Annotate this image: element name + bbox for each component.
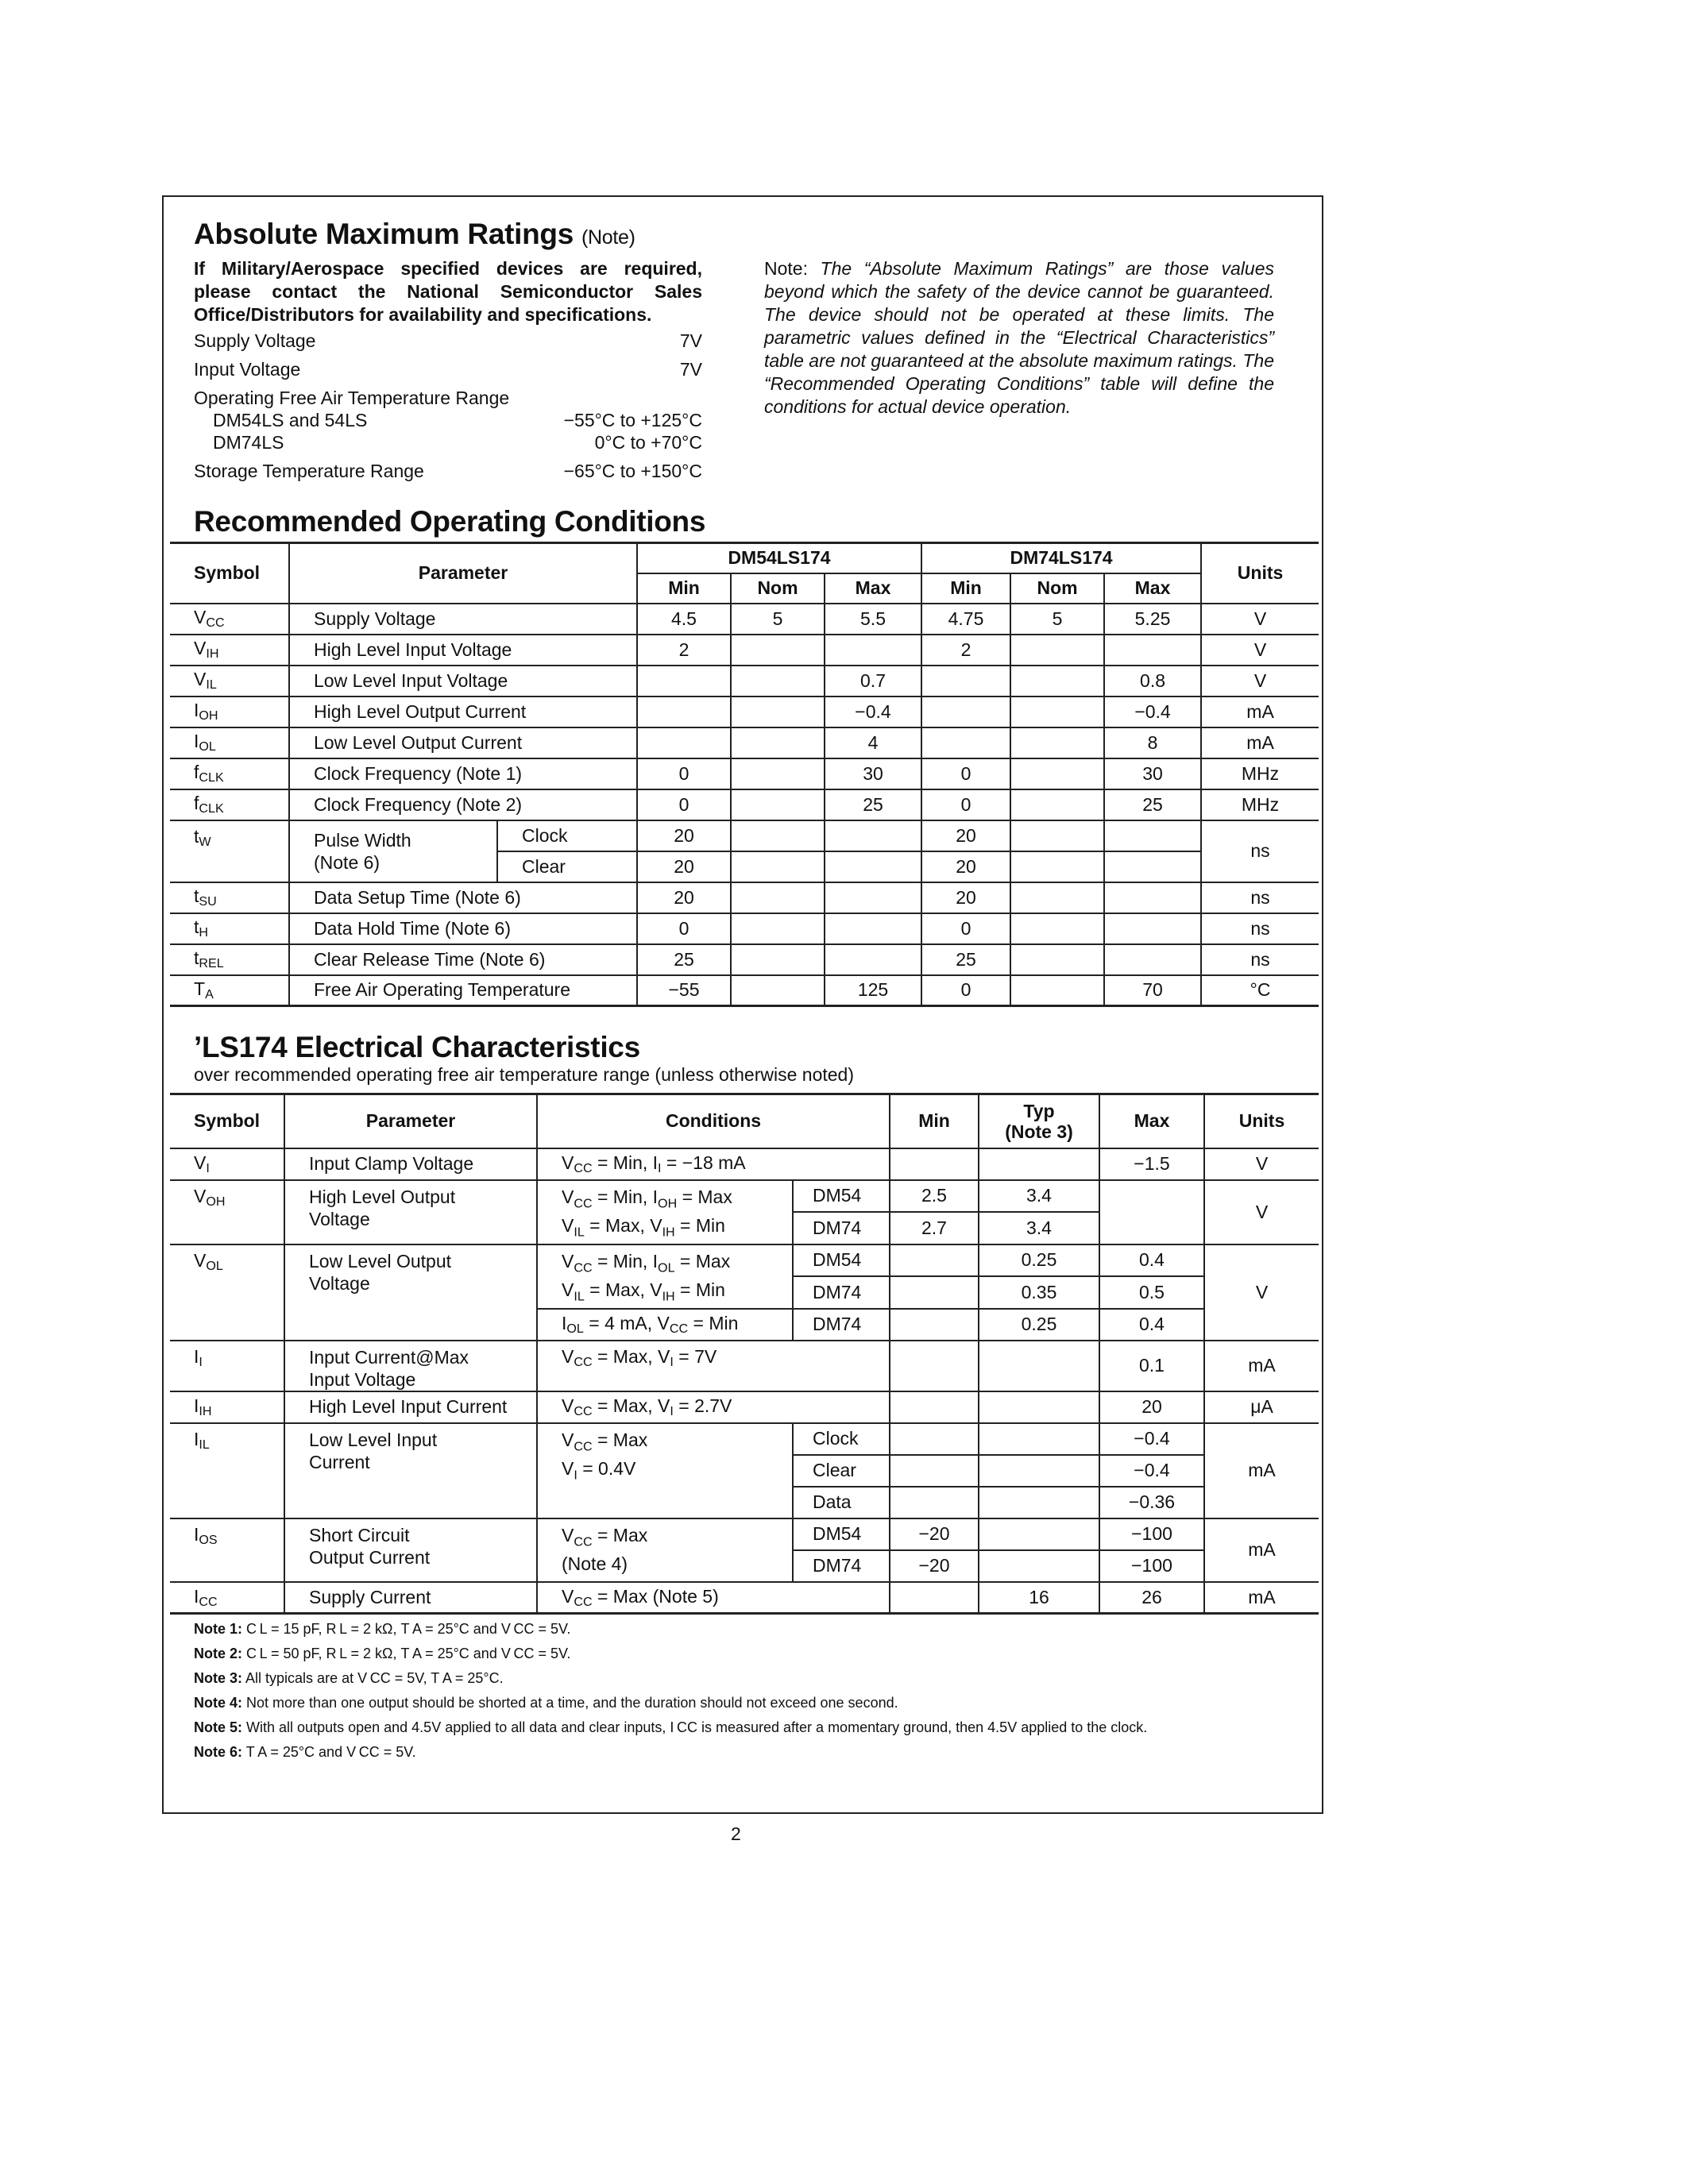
- ec-iih-sym: $I_{IH}$: [194, 1395, 212, 1418]
- value-cell: 2: [637, 635, 731, 666]
- parameter-cell: Data Setup Time (Note 6): [289, 882, 637, 913]
- table-row: [170, 758, 1319, 789]
- roc-tw-clear-0: 20: [637, 851, 731, 882]
- ec-ii-units: mA: [1204, 1341, 1319, 1391]
- roc-tw-clock-label: Clock: [497, 820, 637, 851]
- ec-h-parameter: Parameter: [284, 1094, 537, 1148]
- ec-ios-max1: −100: [1099, 1518, 1204, 1550]
- value-cell: [731, 882, 825, 913]
- table-row: [170, 944, 1319, 975]
- symbol-cell: $I_{OH}$: [194, 700, 218, 723]
- value-cell: 25: [825, 789, 921, 820]
- symbol-cell: $t_{SU}$: [194, 886, 217, 909]
- value-cell: 70: [1104, 975, 1201, 1006]
- ec-icc-typ: 16: [979, 1582, 1099, 1614]
- amr-title: Absolute Maximum Ratings (Note): [194, 218, 635, 250]
- value-cell: 2: [921, 635, 1010, 666]
- ec-vol-param: Low Level Output Voltage: [284, 1244, 537, 1341]
- value-cell: 5: [731, 604, 825, 635]
- value-cell: [1010, 944, 1104, 975]
- ec-row-iih: [170, 1391, 1319, 1423]
- value-cell: 0.7: [825, 666, 921, 696]
- symbol-cell: $V_{IL}$: [194, 669, 217, 692]
- footnote: Note 1: C L = 15 pF, R L = 2 kΩ, T A = 25°C and V CC = 5V.: [194, 1621, 571, 1637]
- value-cell: −0.4: [825, 696, 921, 727]
- ec-ios-units: mA: [1204, 1518, 1319, 1582]
- ec-row-vol: [170, 1244, 1319, 1277]
- ec-vol-max1: 0.4: [1099, 1244, 1204, 1277]
- ec-iil-d1: Clock: [793, 1423, 890, 1455]
- parameter-cell: Clear Release Time (Note 6): [289, 944, 637, 975]
- ec-iil-cond: $V_{CC}$ = Max $V_I = 0.4V$: [537, 1423, 793, 1518]
- ec-voh-d2: DM74: [793, 1212, 890, 1244]
- roc-tw-clock-5: [1104, 820, 1201, 851]
- ec-vi-max: −1.5: [1099, 1148, 1204, 1180]
- roc-tw-clock-3: 20: [921, 820, 1010, 851]
- ec-ii-sym: $I_I$: [194, 1345, 203, 1369]
- symbol-cell: $f_{CLK}$: [194, 762, 224, 785]
- value-cell: [921, 666, 1010, 696]
- value-cell: 0: [637, 913, 731, 944]
- units-cell: MHz: [1201, 758, 1319, 789]
- value-cell: [637, 666, 731, 696]
- ec-voh-min2: 2.7: [890, 1212, 979, 1244]
- parameter-cell: Supply Voltage: [289, 604, 637, 635]
- ec-ios-min2: −20: [890, 1550, 979, 1582]
- ec-row-vi: [170, 1148, 1319, 1180]
- ec-h-units: Units: [1204, 1094, 1319, 1148]
- roc-tw-clear-4: [1010, 851, 1104, 882]
- footnote: Note 6: T A = 25°C and V CC = 5V.: [194, 1744, 416, 1760]
- value-cell: 5.5: [825, 604, 921, 635]
- value-cell: [1010, 758, 1104, 789]
- value-cell: [1104, 913, 1201, 944]
- value-cell: [825, 882, 921, 913]
- ec-row-voh: [170, 1180, 1319, 1213]
- parameter-cell: Low Level Input Voltage: [289, 666, 637, 696]
- value-cell: −55: [637, 975, 731, 1006]
- roc-h-parameter: Parameter: [289, 543, 637, 604]
- amr-storage: Storage Temperature Range −65°C to +150°C: [194, 461, 702, 481]
- symbol-cell: $T_A$: [194, 978, 214, 1001]
- ec-iil-max2: −0.4: [1099, 1455, 1204, 1487]
- value-cell: [731, 975, 825, 1006]
- amr-input: Input Voltage 7V: [194, 359, 702, 380]
- parameter-cell: Data Hold Time (Note 6): [289, 913, 637, 944]
- ec-iih-param: High Level Input Current: [284, 1391, 537, 1423]
- ec-vol-d1: DM54: [793, 1244, 890, 1277]
- ec-subtitle: over recommended operating free air temperature range (unless otherwise noted): [194, 1064, 854, 1085]
- ec-ii-param: Input Current@Max Input Voltage: [284, 1341, 537, 1391]
- value-cell: [1010, 727, 1104, 758]
- roc-sym-tw: $t_W$: [194, 825, 211, 849]
- value-cell: [731, 913, 825, 944]
- roc-h-nom-74: Nom: [1010, 573, 1104, 604]
- ec-vol-max3: 0.4: [1099, 1309, 1204, 1341]
- value-cell: [731, 635, 825, 666]
- ec-ii-max: 0.1: [1099, 1341, 1204, 1391]
- parameter-cell: Free Air Operating Temperature: [289, 975, 637, 1006]
- roc-tw-clear-1: [731, 851, 825, 882]
- value-cell: [1010, 789, 1104, 820]
- roc-tw-clock-0: 20: [637, 820, 731, 851]
- ec-icc-max: 26: [1099, 1582, 1204, 1614]
- value-cell: 30: [825, 758, 921, 789]
- ec-ii-cond: $V_{CC}$ = Max, $V_I = 7V$: [537, 1341, 890, 1391]
- value-cell: 0: [921, 975, 1010, 1006]
- value-cell: [637, 727, 731, 758]
- symbol-cell: $I_{OL}$: [194, 731, 216, 754]
- ec-ios-param: Short Circuit Output Current: [284, 1518, 537, 1582]
- ec-row-icc: [170, 1582, 1319, 1614]
- table-row: [170, 727, 1319, 758]
- ec-h-typ: Typ (Note 3): [979, 1094, 1099, 1148]
- ec-vol-max2: 0.5: [1099, 1276, 1204, 1309]
- value-cell: 30: [1104, 758, 1201, 789]
- ec-vol-typ1: 0.25: [979, 1244, 1099, 1277]
- ec-icc-param: Supply Current: [284, 1582, 537, 1614]
- ec-voh-units: V: [1204, 1180, 1319, 1244]
- ec-vi-units: V: [1204, 1148, 1319, 1180]
- value-cell: [1104, 882, 1201, 913]
- value-cell: [825, 913, 921, 944]
- ec-iil-d3: Data: [793, 1487, 890, 1518]
- footnote: Note 2: C L = 50 pF, R L = 2 kΩ, T A = 25°C and V CC = 5V.: [194, 1646, 571, 1661]
- value-cell: [1010, 666, 1104, 696]
- value-cell: [825, 635, 921, 666]
- value-cell: [1010, 696, 1104, 727]
- value-cell: 0: [921, 758, 1010, 789]
- value-cell: 25: [1104, 789, 1201, 820]
- value-cell: 20: [637, 882, 731, 913]
- ec-h-min: Min: [890, 1094, 979, 1148]
- roc-tw-clock-2: [825, 820, 921, 851]
- roc-tw-clear-3: 20: [921, 851, 1010, 882]
- value-cell: [731, 666, 825, 696]
- value-cell: 4.5: [637, 604, 731, 635]
- amr-list: [194, 330, 702, 489]
- roc-tw-clear-5: [1104, 851, 1201, 882]
- ec-iih-max: 20: [1099, 1391, 1204, 1423]
- table-row: [170, 604, 1319, 635]
- ec-h-conditions: Conditions: [537, 1094, 890, 1148]
- ec-iil-param: Low Level Input Current: [284, 1423, 537, 1518]
- value-cell: [731, 727, 825, 758]
- value-cell: 125: [825, 975, 921, 1006]
- value-cell: [921, 727, 1010, 758]
- roc-h-nom-54: Nom: [731, 573, 825, 604]
- value-cell: [1010, 975, 1104, 1006]
- symbol-cell: $f_{CLK}$: [194, 793, 224, 816]
- value-cell: 5: [1010, 604, 1104, 635]
- roc-h-min-74: Min: [921, 573, 1010, 604]
- ec-vi-sym: $V_I$: [194, 1152, 210, 1175]
- ec-row-iil: [170, 1423, 1319, 1455]
- units-cell: V: [1201, 635, 1319, 666]
- units-cell: ns: [1201, 944, 1319, 975]
- value-cell: [731, 789, 825, 820]
- ec-voh-typ1: 3.4: [979, 1180, 1099, 1213]
- units-cell: ns: [1201, 913, 1319, 944]
- amr-title-note: (Note): [581, 226, 635, 249]
- value-cell: [731, 696, 825, 727]
- roc-h-symbol: Symbol: [170, 543, 289, 604]
- page-frame: [162, 195, 1323, 1814]
- parameter-cell: Clock Frequency (Note 1): [289, 758, 637, 789]
- units-cell: °C: [1201, 975, 1319, 1006]
- amr-dm74: DM74LS 0°C to +70°C: [213, 432, 702, 453]
- ec-voh-param: High Level Output Voltage: [284, 1180, 537, 1244]
- ec-voh-d1: DM54: [793, 1180, 890, 1213]
- ec-h-symbol: Symbol: [194, 1110, 261, 1132]
- ec-icc-sym: $I_{CC}$: [194, 1585, 218, 1609]
- footnote: Note 4: Not more than one output should be shorted at a time, and the duration should not exceed one second.: [194, 1695, 898, 1711]
- roc-param-tw: Pulse Width (Note 6): [289, 820, 497, 882]
- table-row: [170, 635, 1319, 666]
- value-cell: 0: [921, 913, 1010, 944]
- table-row: [170, 666, 1319, 696]
- value-cell: [1104, 635, 1201, 666]
- ec-voh-min1: 2.5: [890, 1180, 979, 1213]
- ec-row-ii: [170, 1341, 1319, 1391]
- symbol-cell: $V_{CC}$: [194, 607, 225, 630]
- parameter-cell: High Level Input Voltage: [289, 635, 637, 666]
- value-cell: [1104, 944, 1201, 975]
- roc-title: Recommended Operating Conditions: [194, 505, 706, 538]
- value-cell: 0: [637, 758, 731, 789]
- ec-vol-cond3: $I_{OL} = 4$ mA, $V_{CC}$ = Min: [537, 1309, 793, 1341]
- table-row: [170, 975, 1319, 1006]
- roc-table: [170, 542, 1319, 1007]
- roc-h-dm74: DM74LS174: [921, 543, 1201, 573]
- value-cell: 0: [637, 789, 731, 820]
- value-cell: [731, 758, 825, 789]
- value-cell: 5.25: [1104, 604, 1201, 635]
- ec-table: [170, 1093, 1319, 1615]
- roc-tw-clear-label: Clear: [497, 851, 637, 882]
- ec-icc-units: mA: [1204, 1582, 1319, 1614]
- value-cell: [1010, 882, 1104, 913]
- ec-vol-cond: $V_{CC}$ = Min, $I_{OL}$ = Max $V_{IL}$ = Max, $V_{IH}$ = Min: [537, 1244, 793, 1309]
- value-cell: 20: [921, 882, 1010, 913]
- page-number: 2: [731, 1823, 741, 1844]
- parameter-cell: High Level Output Current: [289, 696, 637, 727]
- units-cell: mA: [1201, 727, 1319, 758]
- ec-vol-typ2: 0.35: [979, 1276, 1099, 1309]
- ec-voh-cond: $V_{CC}$ = Min, $I_{OH}$ = Max $V_{IL}$ = Max, $V_{IH}$ = Min: [537, 1180, 793, 1244]
- ec-ios-sym: $I_{OS}$: [170, 1518, 284, 1582]
- value-cell: 4: [825, 727, 921, 758]
- units-cell: ns: [1201, 882, 1319, 913]
- ec-iih-cond: $V_{CC}$ = Max, $V_I = 2.7V$: [537, 1391, 890, 1423]
- ec-iil-sym: $I_{IL}$: [170, 1423, 284, 1518]
- ec-title: ’LS174 Electrical Characteristics: [194, 1031, 640, 1063]
- ec-vol-d3: DM74: [793, 1309, 890, 1341]
- ec-iil-max3: −0.36: [1099, 1487, 1204, 1518]
- roc-tw-units: ns: [1201, 820, 1319, 882]
- table-row: [170, 913, 1319, 944]
- ec-vi-param: Input Clamp Voltage: [284, 1148, 537, 1180]
- roc-tw-clock-4: [1010, 820, 1104, 851]
- value-cell: [637, 696, 731, 727]
- table-row: [170, 882, 1319, 913]
- roc-tw-clock-1: [731, 820, 825, 851]
- ec-vi-cond: $V_{CC}$ = Min, $I_I = -18$ mA: [537, 1148, 890, 1180]
- ec-ios-min1: −20: [890, 1518, 979, 1550]
- amr-dm54: DM54LS and 54LS −55°C to +125°C: [213, 410, 702, 430]
- symbol-cell: $t_{REL}$: [194, 947, 224, 970]
- parameter-cell: Clock Frequency (Note 2): [289, 789, 637, 820]
- parameter-cell: Low Level Output Current: [289, 727, 637, 758]
- footnote: Note 5: With all outputs open and 4.5V applied to all data and clear inputs, I CC is measured after a momentary ground, then 4.5V applied to the clock.: [194, 1719, 1148, 1735]
- footnote: Note 3: All typicals are at V CC = 5V, T A = 25°C.: [194, 1670, 504, 1686]
- footnotes: [194, 1617, 1306, 1765]
- symbol-cell: $V_{IH}$: [194, 638, 219, 661]
- ec-ios-cond: $V_{CC}$ = Max (Note 4): [537, 1518, 793, 1582]
- value-cell: [1010, 635, 1104, 666]
- ec-vol-typ3: 0.25: [979, 1309, 1099, 1341]
- ec-iil-units: mA: [1204, 1423, 1319, 1518]
- symbol-cell: $t_H$: [194, 916, 209, 940]
- value-cell: [1010, 913, 1104, 944]
- ec-row-ios: [170, 1518, 1319, 1550]
- ec-voh-sym: $V_{OH}$: [170, 1180, 284, 1244]
- military-note: If Military/Aerospace specified devices are required, please contact the National Semiconductor Sales Office/Distributors for availability and specifications.: [194, 258, 702, 325]
- roc-h-dm54: DM54LS174: [637, 543, 921, 573]
- value-cell: [921, 696, 1010, 727]
- ec-icc-cond: $V_{CC}$ = Max (Note 5): [537, 1582, 890, 1614]
- table-row: [170, 789, 1319, 820]
- roc-h-units: Units: [1201, 543, 1319, 604]
- value-cell: [731, 944, 825, 975]
- ec-voh-typ2: 3.4: [979, 1212, 1099, 1244]
- roc-h-max-74: Max: [1104, 573, 1201, 604]
- ec-ios-max2: −100: [1099, 1550, 1204, 1582]
- ec-ios-d2: DM74: [793, 1550, 890, 1582]
- ec-ios-d1: DM54: [793, 1518, 890, 1550]
- amr-disclaimer: Note: The “Absolute Maximum Ratings” are those values beyond which the safety of the device cannot be guaranteed. The device should not be operated at these limits. The parametric values defined in the “Electrical Characteristics” table are not guaranteed at the absolute maximum ratings. The “Recommended Operating Conditions” table will define the conditions for actual device operation.: [764, 258, 1274, 417]
- ec-iil-d2: Clear: [793, 1455, 890, 1487]
- roc-h-max-54: Max: [825, 573, 921, 604]
- units-cell: mA: [1201, 696, 1319, 727]
- roc-tw-clear-2: [825, 851, 921, 882]
- value-cell: 8: [1104, 727, 1201, 758]
- value-cell: 25: [637, 944, 731, 975]
- ec-iih-units: μA: [1204, 1391, 1319, 1423]
- ec-vol-units: V: [1204, 1244, 1319, 1341]
- value-cell: −0.4: [1104, 696, 1201, 727]
- ec-h-max: Max: [1099, 1094, 1204, 1148]
- ec-vol-sym: $V_{OL}$: [170, 1244, 284, 1341]
- value-cell: 0: [921, 789, 1010, 820]
- ec-vol-d2: DM74: [793, 1276, 890, 1309]
- units-cell: V: [1201, 666, 1319, 696]
- units-cell: MHz: [1201, 789, 1319, 820]
- amr-temp-label: Operating Free Air Temperature Range: [194, 388, 510, 408]
- value-cell: 25: [921, 944, 1010, 975]
- ec-iil-max1: −0.4: [1099, 1423, 1204, 1455]
- units-cell: V: [1201, 604, 1319, 635]
- value-cell: [825, 944, 921, 975]
- value-cell: 0.8: [1104, 666, 1201, 696]
- roc-h-min-54: Min: [637, 573, 731, 604]
- amr-supply: Supply Voltage 7V: [194, 330, 702, 351]
- value-cell: 4.75: [921, 604, 1010, 635]
- table-row: [170, 696, 1319, 727]
